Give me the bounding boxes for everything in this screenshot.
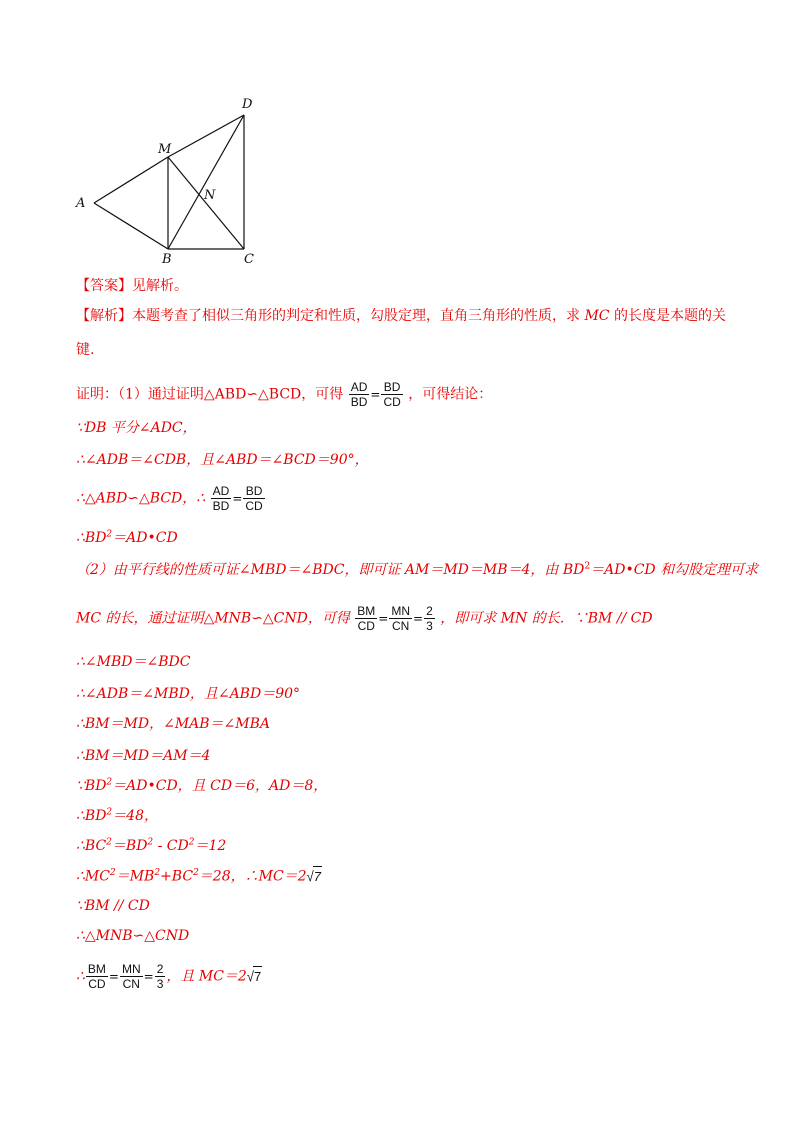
fraction-ad-bd: $\frac{AD}{BD}$ xyxy=(350,380,368,409)
answer-tag: 【答案】 xyxy=(76,278,132,294)
fraction-bm-cd: $\frac{BM}{CD}$ xyxy=(357,604,376,633)
proof-line-3: ∴∠ADB＝∠CDB，且∠ABD＝∠BCD＝90°， xyxy=(76,452,369,468)
proof-line-18: ∴ $\frac{BM}{CD}$ = $\frac{MN}{CN}$ = $\frac{2}{3}$ ，且 MC＝2√7 xyxy=(76,962,262,991)
answer-line xyxy=(76,276,188,296)
analysis-line-2 xyxy=(76,340,94,360)
fraction-bd-cd: $\frac{BD}{CD}$ xyxy=(245,484,263,513)
fraction-2-3: $\frac{2}{3}$ xyxy=(156,962,164,991)
segment-BD xyxy=(168,115,244,249)
label-A: A xyxy=(76,196,86,211)
proof-line-16: ∵BM // CD xyxy=(76,898,150,914)
fraction-bd-cd: $\frac{BD}{CD}$ xyxy=(383,380,401,409)
proof-line-6: （2）由平行线的性质可证∠MBD＝∠BDC，即可证 AM＝MD＝MB＝4，由 $BD^2=AD•CD$ 和勾股定理可求 xyxy=(76,561,759,578)
proof-text: ∴△ABD∽△BCD，∴ xyxy=(76,490,206,507)
segment-AB xyxy=(94,203,168,249)
analysis-tag: 【解析】 xyxy=(76,308,132,324)
analysis-text-2: 的长度是本题的关 xyxy=(609,308,726,324)
segment-MC xyxy=(168,157,244,249)
label-M: M xyxy=(158,142,172,157)
label-C: C xyxy=(244,252,254,265)
proof-line-15: $\therefore MC^2=MB^2+BC^2=28$，∴MC＝2√7 xyxy=(76,866,322,887)
analysis-mc: MC xyxy=(584,308,610,324)
fraction-2-3: $\frac{2}{3}$ xyxy=(426,604,433,633)
fraction-mn-cn: $\frac{MN}{CN}$ xyxy=(391,604,411,633)
proof-line-5: $\therefore BD^2=AD•CD$ xyxy=(76,529,178,546)
sqrt-7: √7 xyxy=(307,866,322,887)
proof-line-8: ∴∠MBD＝∠BDC xyxy=(76,654,191,670)
label-D: D xyxy=(242,97,253,112)
geometry-figure xyxy=(70,95,270,265)
analysis-line xyxy=(76,306,726,326)
proof-line-9: ∴∠ADB＝∠MBD，且∠ABD＝90° xyxy=(76,686,301,702)
answer-text: 见解析。 xyxy=(132,278,188,294)
label-B: B xyxy=(162,252,172,265)
proof-line-14: $\therefore BC^2=BD^2 - CD^2=12$ xyxy=(76,837,227,854)
proof-line-1: 证明：（1）通过证明△ABD∽△BCD，可得 $\frac{AD}{BD}$ = $\frac{BD}{CD}$ ，可得结论： xyxy=(76,380,493,409)
proof-line-13: $\therefore BD^2=48$， xyxy=(76,807,158,824)
sqrt-7: √7 xyxy=(247,966,262,987)
label-N: N xyxy=(204,188,216,203)
fraction-ad-bd: $\frac{AD}{BD}$ xyxy=(212,484,230,513)
proof-line-10: ∴BM＝MD，∠MAB＝∠MBA xyxy=(76,716,271,732)
proof-line-4: ∴△ABD∽△BCD，∴ $\frac{AD}{BD}$ = $\frac{BD}{CD}$ xyxy=(76,484,263,513)
fraction-bm-cd: $\frac{BM}{CD}$ xyxy=(87,962,106,991)
proof-text: ，可得结论： xyxy=(408,386,493,403)
proof-text: 证明：（1）通过证明△ABD∽△BCD，可得 xyxy=(76,386,344,403)
proof-line-12: $\because BD^2=AD•CD$，且 CD＝6，AD＝8， xyxy=(76,777,328,794)
fraction-mn-cn: $\frac{MN}{CN}$ xyxy=(121,962,141,991)
analysis-text-3: 键. xyxy=(76,342,95,358)
analysis-text-1: 本题考查了相似三角形的判定和性质，勾股定理，直角三角形的性质，求 xyxy=(132,308,585,324)
proof-line-11: ∴BM＝MD＝AM＝4 xyxy=(76,748,211,764)
segment-AM xyxy=(94,157,168,203)
proof-line-17: ∴△MNB∽△CND xyxy=(76,928,190,944)
proof-line-7: MC 的长，通过证明△MNB∽△CND，可得 $\frac{BM}{CD}$ = $\frac{MN}{CN}$ = $\frac{2}{3}$ ，即可求 MN 的长．∵BM // CD xyxy=(76,604,653,633)
proof-line-2: ∵DB 平分∠ADC， xyxy=(76,420,197,436)
